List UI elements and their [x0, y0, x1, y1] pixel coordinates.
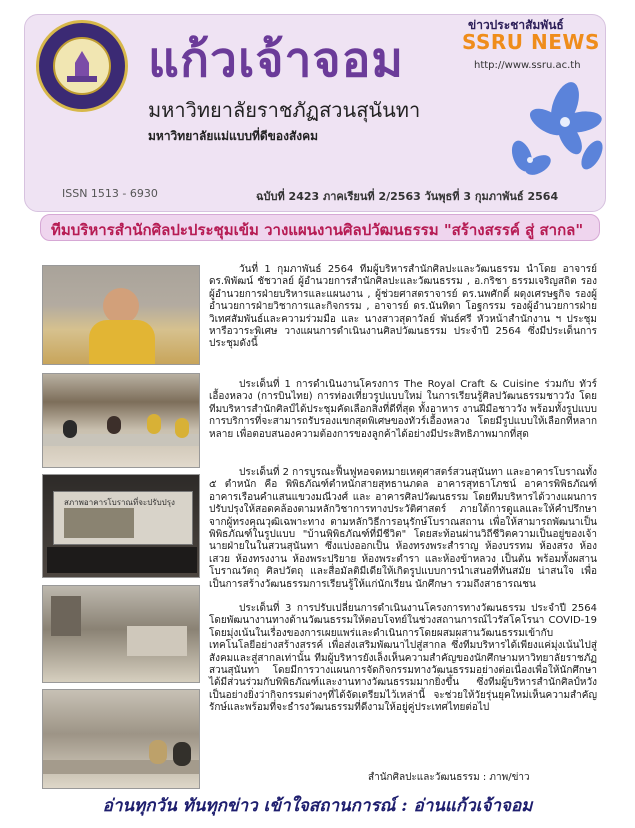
university-logo [36, 20, 128, 112]
article-paragraph-4 [209, 603, 597, 715]
photo-director [42, 265, 200, 365]
photo-credit: สำนักศิลปะและวัฒนธรรม : ภาพ/ข่าว [368, 772, 530, 783]
flower-decoration-icon [500, 70, 615, 180]
meeting-table [47, 547, 197, 573]
projector-screen [53, 491, 193, 545]
article-paragraph-1 [209, 264, 597, 351]
university-slogan: มหาวิทยาลัยแม่แบบที่ดีของสังคม [148, 129, 319, 143]
photo-meeting-room [42, 373, 200, 468]
article-paragraph-2 [209, 379, 597, 441]
logo-base [67, 76, 97, 82]
news-brand: SSRU NEWS [462, 30, 600, 54]
website-link[interactable]: http://www.ssru.ac.th [474, 60, 581, 71]
article-paragraph-3 [209, 467, 597, 591]
pr-label: ข่าวประชาสัมพันธ์ [468, 18, 564, 32]
footer-slogan: อ่านทุกวัน ทันทุกข่าว เข้าใจสถานการณ์ : อ่านแก้วเจ้าจอม [102, 796, 533, 816]
headline-banner [40, 214, 600, 241]
photo-slide-projection [42, 585, 200, 683]
issue-line: ฉบับที่ 2423 ภาคเรียนที่ 2/2563 วันพุธที่ 3 กุมภาพันธ์ 2564 [256, 190, 559, 203]
issn: ISSN 1513 - 6930 [62, 187, 158, 200]
logo-emblem [53, 37, 111, 95]
paragraph-text: ประเด็นที่ 1 การดำเนินงานโครงการ The Royal Craft & Cuisine ร่วมกับ ทัวร์เอื้องหลวง (การบินไทย) การท่องเที่ยวรูปแบบใหม่ ในการเรียนรู้ศิลปวัฒนธรรมชาววัง โดยทีมบริหารสำนักศิลป์ได้ประชุมคัดเลือกสิ่งที่ดีที่สุด ทั้งอาหาร งานฝีมือชาววัง พร้อมทั้งรูปแบบการบริการที่จะสามารถรับรองแขกสุดพิเศษของทัวร์เอื้องหลวง โดยมีรูปแบบให้เลือกที่หลากหลาย เพื่อตอบสนองความต้องการของลูกค้าได้อย่างมีประสิทธิภาพมากที่สุด [209, 379, 597, 440]
screen-caption: สภาพอาคารโบราณที่จะปรับปรุง [64, 498, 175, 507]
headline-text: ทีมบริหารสำนักศิลปะประชุมเข้ม วางแผนงานศิลปวัฒนธรรม "สร้างสรรค์ สู่ สากล" [51, 221, 584, 239]
paragraph-text: ประเด็นที่ 3 การปรับเปลี่ยนการดำเนินงานโครงการทางวัฒนธรรม ประจำปี 2564 โดยพัฒนางานทางด้านวัฒนธรรมให้ตอบโจทย์ในช่วงสถานการณ์ไวรัสโคโรนา COVID-19 โดยมุ่งเน้นในเรื่องของการเผยแพร่และดำเนินการโดยผสมผสานวัฒนธรรมเข้ากับเทคโนโลยีอย่างสร้างสรรค์ เพื่อส่งเสริมพัฒนาไปสู่สากล ซึ่งทีมบริหารได้เพียงแค่มุ่งเน้นไปสู่สังคมและสู่สากลเท่านั้น ทีมผู้บริหารยังเล็งเห็นความสำคัญของนักศึกษามหาวิทยาลัยราชภัฏสวนสุนันทา โดยมีการวางแผนการจัดกิจกรรมทางวัฒนธรรมอย่างต่อเนื่องเพื่อให้นักศึกษาได้มีส่วนร่วมกับพิพิธภัณฑ์และงานทางวัฒนธรรมมากยิ่งขึ้น ซึ่งทีมผู้บริหารสำนักศิลป์หวังเป็นอย่างยิ่งว่ากิจกรรมต่างๆที่ได้จัดเตรียมไว้เหล่านี้ จะช่วยให้วัยรุ่นยุคใหม่เห็นความสำคัญ รักษ์และพร้อมที่จะธำรงวัฒนธรรมที่ดีงามให้อยู่คู่ประเทศไทยต่อไป [209, 603, 597, 714]
building-photo [64, 508, 134, 538]
temple-icon [75, 51, 89, 77]
newsletter-title: แก้วเจ้าจอม [148, 32, 405, 88]
photo-presentation-screen [42, 474, 200, 578]
paragraph-text: ประเด็นที่ 2 การบูรณะฟื้นฟูหอจดหมายเหตุศาสตร์สวนสุนันทา และอาคารโบราณทั้ง ๕ ตำหนัก คือ พิพิธภัณฑ์ตำหนักสายสุทธานภดล อาคารสุทธาโภชน์ อาคารพิพิธภัณฑ์อาคารเรือนคำแสนแขวงมณีวงศ์ และ อาคารศิลปวัฒนธรรม โดยทีมบริหารได้วางแผนการปรับปรุงให้สอดคล้องตามหลักวิชาการทางประวัติศาสตร์ ภายใต้การดูแลและให้คำปรึกษาจากผู้ทรงคุณวุฒิเฉพาะทาง ตามหลักวิธีการอนุรักษ์โบราณสถาน เพื่อให้สามารถพัฒนาเป็นพิพิธภัณฑ์ในรูปแบบ "บ้านพิพิธภัณฑ์ที่มีชีวิต" โดยสะท้อนผ่านวิถีชีวิตความเป็นอยู่ของเจ้านายฝ่ายในในสวนสุนันทา ซึ่งแบ่งออกเป็น ห้องทรงพระสำราญ ห้องบรรทม ห้องสรง ห้องเสวย ห้องทรงงาน ห้องพระปริยาย ห้องพระตำรา และห้องข้าหลวง เป็นต้น พร้อมทั้งผสานโบราณวัตถุ ศิลปวัตถุ และสื่อมัลติมีเดียให้เกิดรูปแบบการนำเสนอที่ทันสมัย น่าสนใจ เพื่อเป็นการสร้างวัฒนธรรมการเรียนรู้ให้แก่นักเรียน นักศึกษา รวมถึงสาธารณชน [209, 467, 598, 590]
paragraph-text: วันที่ 1 กุมภาพันธ์ 2564 ทีมผู้บริหารสำนักศิลปะและวัฒนธรรม นำโดย อาจารย์ ดร.พิพัฒน์ ชัชวาลย์ ผู้อำนวยการสำนักศิลปะและวัฒนธรรม , อ.กริชา ธรรมเจริญสถิต รองผู้อำนวยการฝ่ายบริหารและแผนงาน , ผู้ช่วยศาสตราจารย์ ดร.นพศักดิ์ ผดุงเศรษฐกิจ รองผู้อำนวยการฝ่ายวิชาการและกิจกรรม , อาจารย์ ดร.นันทิดา โอฐกรรม รองผู้อำนวยการฝ่ายวิเทศสัมพันธ์และความร่วมมือ และ นางสาวสุดาวัลย์ พันธ์ศรี หัวหน้าสำนักงาน ฯ ประชุมหารือวาระพิเศษ วางแผนการดำเนินงานศิลปวัฒนธรรม ประจำปี 2564 ซึ่งมีประเด็นการประชุมดังนี้ [209, 264, 597, 350]
university-name: มหาวิทยาลัยราชภัฏสวนสุนันทา [148, 98, 421, 122]
photo-meeting-table [42, 689, 200, 789]
